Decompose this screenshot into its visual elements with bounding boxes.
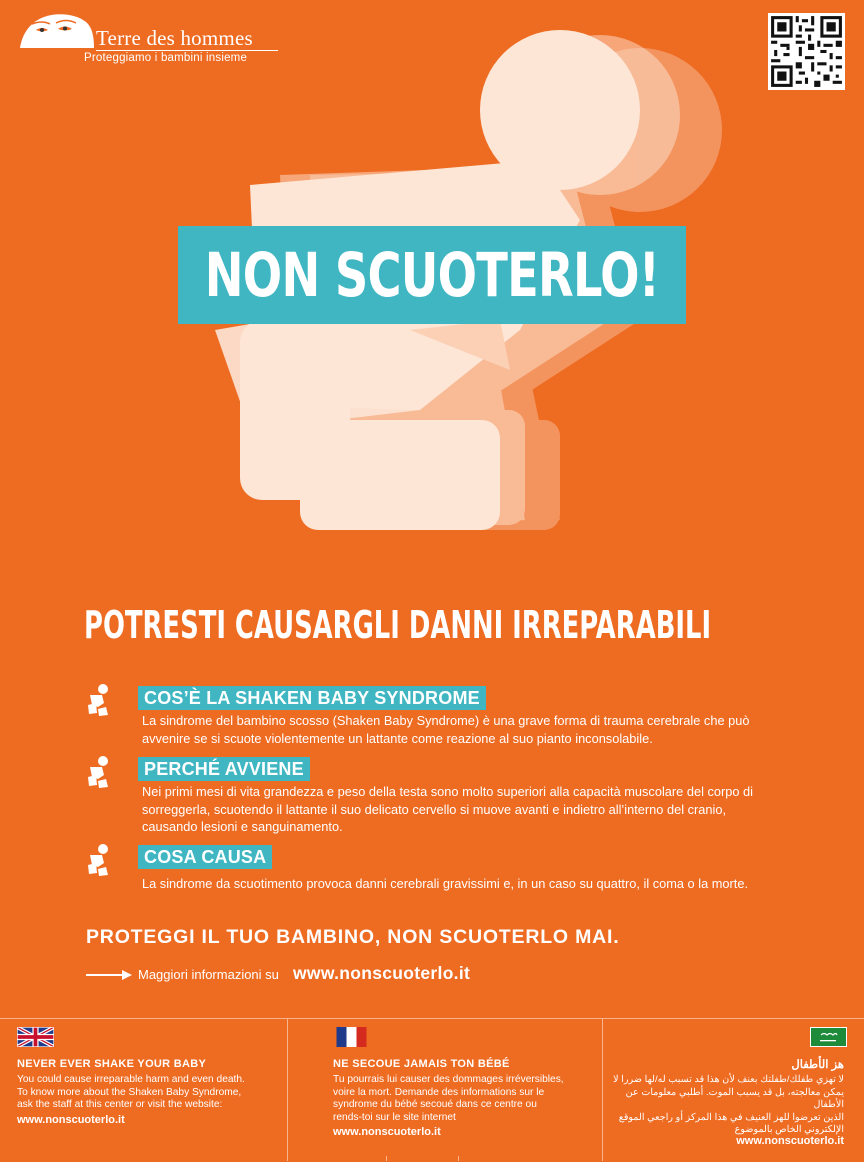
body-line: avvenire se si scuote violentemente un lattante come reazione al suo pianto inconsolabile. bbox=[142, 730, 653, 746]
page-title: NON SCUOTERLO! bbox=[204, 239, 660, 311]
footer-french-url[interactable]: www.nonscuoterlo.it bbox=[333, 1126, 441, 1138]
shaken-baby-icon bbox=[84, 683, 114, 717]
arrow-right-icon bbox=[86, 970, 132, 980]
shaken-baby-icon bbox=[84, 843, 114, 877]
footer-line: لا تهزي طفلك/طفلتك بعنف لأن هذا قد تسبب له/لها ضررا لا bbox=[613, 1074, 844, 1085]
footer-tick bbox=[386, 1156, 387, 1161]
page-subtitle: POTRESTI CAUSARGLI DANNI IRREPARABILI bbox=[84, 603, 712, 647]
footer-line: ask the staff at this center or visit the website: bbox=[17, 1099, 223, 1111]
footer-line: syndrome du bébé secoué dans ce centre ou bbox=[333, 1099, 537, 1111]
section-body-effects bbox=[142, 875, 748, 893]
footer-french-heading: NE SECOUE JAMAIS TON BÉBÉ bbox=[333, 1058, 510, 1070]
body-line: sorreggerla, scuotendo il lattante il suo delicato cervello si muove avanti e indietro all’interno del cranio, bbox=[142, 801, 727, 817]
footer-arabic-heading: هز الأطفال bbox=[791, 1059, 844, 1071]
section-body-why bbox=[142, 783, 753, 836]
section-heading-why: PERCHÉ AVVIENE bbox=[138, 757, 310, 781]
footer-english-body bbox=[17, 1074, 245, 1112]
brand-name: Terre des hommes bbox=[96, 26, 253, 50]
website-link[interactable]: www.nonscuoterlo.it bbox=[293, 963, 471, 983]
call-to-action: PROTEGGI IL TUO BAMBINO, NON SCUOTERLO MAI. bbox=[86, 926, 620, 948]
footer-english-url[interactable]: www.nonscuoterlo.it bbox=[17, 1114, 125, 1126]
body-line: La sindrome del bambino scosso (Shaken Baby Syndrome) è una grave forma di trauma cerebrale che può bbox=[142, 713, 750, 728]
footer-arabic-url[interactable]: www.nonscuoterlo.it bbox=[736, 1135, 844, 1147]
section-body-what-is bbox=[142, 712, 749, 747]
footer-english-heading: NEVER EVER SHAKE YOUR BABY bbox=[17, 1058, 207, 1070]
uk-flag-icon bbox=[17, 1027, 54, 1047]
footer-line: To know more about the Shaken Baby Syndrome, bbox=[17, 1086, 242, 1098]
body-line: La sindrome da scuotimento provoca danni cerebrali gravissimi e, in un caso su quattro, il coma o la morte. bbox=[142, 876, 749, 891]
footer-line: rends-toi sur le site internet bbox=[333, 1111, 456, 1123]
body-line: Nei primi mesi di vita grandezza e peso della testa sono molto superiori alla capacità muscolare del corpo di bbox=[142, 784, 754, 799]
footer-line: يمكن معالجته، بل قد يسبب الموت. أطلبي معلومات عن الأطفال bbox=[625, 1086, 844, 1111]
footer-arabic-body bbox=[604, 1074, 844, 1137]
footer-line: voire la mort. Demande des informations sur le bbox=[333, 1086, 545, 1098]
saudi-flag-icon bbox=[810, 1027, 847, 1047]
footer-line: الذين تعرضوا للهز العنيف في هذا المركز أو راجعي الموقع bbox=[618, 1111, 844, 1123]
title-banner bbox=[178, 226, 686, 324]
more-info-label: Maggiori informazioni su bbox=[138, 967, 279, 982]
body-line: causando lesioni e sanguinamento. bbox=[142, 819, 343, 834]
brand-tagline: Proteggiamo i bambini insieme bbox=[84, 52, 248, 64]
footer-line: الإلكتروني الخاص بالموضوع bbox=[734, 1124, 844, 1136]
footer-line: You could cause irreparable harm and even death. bbox=[17, 1074, 245, 1085]
section-heading-what-is: COS’È LA SHAKEN BABY SYNDROME bbox=[138, 686, 486, 710]
shaken-baby-icon bbox=[84, 755, 114, 789]
footer-divider bbox=[287, 1018, 288, 1161]
footer-divider bbox=[602, 1018, 603, 1161]
footer-line: Tu pourrais lui causer des dommages irréversibles, bbox=[333, 1074, 564, 1085]
section-heading-effects: COSA CAUSA bbox=[138, 845, 272, 869]
footer-tick bbox=[458, 1156, 459, 1161]
footer-french-body bbox=[333, 1074, 564, 1124]
subtitle-block bbox=[84, 603, 784, 653]
french-flag-icon bbox=[333, 1027, 370, 1047]
